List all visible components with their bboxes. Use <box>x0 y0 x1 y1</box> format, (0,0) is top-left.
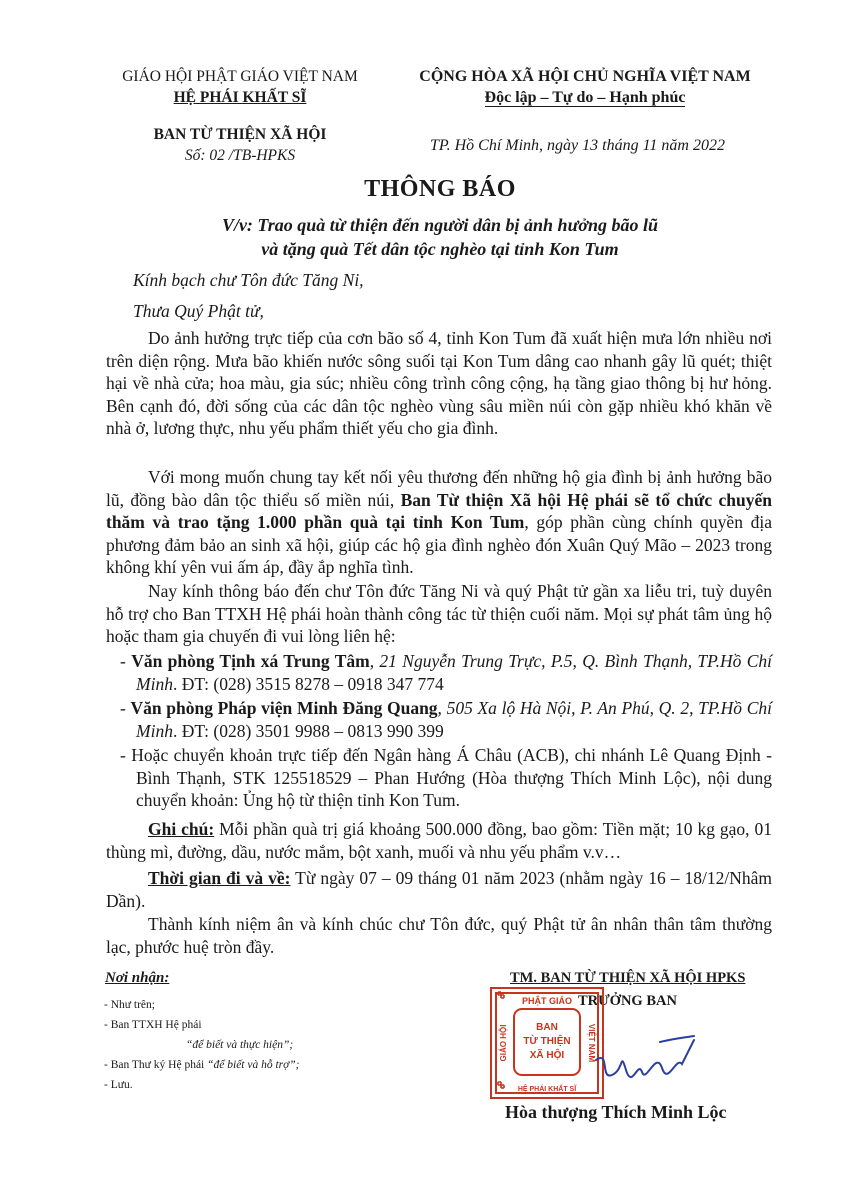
contact-dash: - <box>120 698 131 718</box>
signature-role: TRƯỞNG BAN <box>578 993 677 1009</box>
recipient-item: - Lưu. <box>104 1079 133 1091</box>
national-motto <box>405 87 765 108</box>
header-left <box>100 66 380 166</box>
recipient-item <box>104 1055 404 1075</box>
note-paragraph <box>106 818 772 863</box>
seal-top-text: PHẬT GIÁO <box>521 996 573 1006</box>
republic-name: CỘNG HÒA XÃ HỘI CHỦ NGHĨA VIỆT NAM <box>419 68 751 85</box>
para2-lead: Với mong muốn chung tay kết nối yêu thương đến những hộ gia đình bị ảnh hưởng bão lũ, đồng bào dân tộc thiểu số miền núi, <box>106 467 772 510</box>
seal-right-text: VIỆT NAM <box>587 1023 596 1063</box>
contact-item-central <box>120 650 773 695</box>
board-name: BAN TỪ THIỆN XÃ HỘI <box>153 126 327 143</box>
recipient-purpose: “để biết và thực hiện”; <box>186 1039 294 1051</box>
recipient-item: - Như trên; <box>104 999 155 1011</box>
contact-name: Văn phòng Pháp viện Minh Đăng Quang <box>130 698 438 718</box>
seal-center-3: XÃ HỘI <box>529 1050 565 1061</box>
subject-line-2: và tặng quà Tết dân tộc nghèo tại tỉnh Kon Tum <box>261 239 619 259</box>
header-right <box>405 66 765 108</box>
document-subject <box>100 213 780 261</box>
document-date: TP. Hồ Chí Minh, ngày 13 tháng 11 năm 2022 <box>430 137 725 154</box>
recipient-secretariat: - Ban Thư ký Hệ phái <box>104 1059 208 1071</box>
signer-name: Hòa thượng Thích Minh Lộc <box>505 1102 727 1122</box>
paragraph-announcement: Nay kính thông báo đến chư Tôn đức Tăng Ni và quý Phật tử gần xa liễu tri, tuỳ duyên hỗ trợ cho Ban TTXH Hệ phái hoàn thành công tác từ thiện cuối năm. Mọi sự phát tâm ủng hộ hoặc tham gia chuyến đi vui lòng liên hệ: <box>106 581 772 647</box>
note-label: Ghi chú: <box>148 819 215 839</box>
note-text: Mỗi phần quà trị giá khoảng 500.000 đồng, bao gồm: Tiền mặt; 10 kg gạo, 01 thùng mì, đường, dầu, nước mắm, bột xanh, muối và nhu yếu phẩm v.v… <box>106 819 772 862</box>
recipient-purpose: “để biết và hỗ trợ”; <box>207 1059 300 1071</box>
para2-tail: , góp phần cùng chính quyền địa phương đảm bảo an sinh xã hội, giúp các hộ gia đình nghèo đón Xuân Quý Mão – 2023 trong không khí yên vui ấm áp, đầy ắp nghĩa tình. <box>106 512 772 578</box>
seal-center-1: BAN <box>536 1022 558 1033</box>
recipients-list <box>104 995 404 1095</box>
seal-center-2: TỪ THIỆN <box>523 1036 571 1047</box>
handwritten-signature <box>590 1020 700 1100</box>
time-paragraph <box>106 867 772 912</box>
contact-address: , 505 Xa lộ Hà Nội, P. An Phú, Q. 2, TP.Hồ Chí Minh <box>136 698 772 741</box>
document-number: Số: 02 /TB-HPKS <box>184 147 296 164</box>
contact-address: , 21 Nguyễn Trung Trực, P.5, Q. Bình Thạnh, TP.Hồ Chí Minh <box>136 651 773 694</box>
contact-name: Văn phòng Tịnh xá Trung Tâm <box>131 651 370 671</box>
organization-name: GIÁO HỘI PHẬT GIÁO VIỆT NAM <box>122 68 358 85</box>
contact-phone: . ĐT: (028) 3501 9988 – 0813 990 399 <box>172 720 444 741</box>
motto-text: Độc lập – Tự do – Hạnh phúc <box>484 89 686 106</box>
contact-item-minh-dang-quang <box>120 697 772 742</box>
salutation-monks: Kính bạch chư Tôn đức Tăng Ni, <box>133 270 364 290</box>
para2-highlight: Ban Từ thiện Xã hội Hệ phái sẽ tổ chức chuyến thăm và trao tặng 1.000 phần quà tại tỉnh Kon Tum <box>106 489 772 533</box>
sect-name: HỆ PHÁI KHẤT SĨ <box>173 89 307 106</box>
time-label: Thời gian đi và về: <box>148 868 291 888</box>
closing-paragraph: Thành kính niệm ân và kính chúc chư Tôn đức, quý Phật tử ân nhân thân tâm thường lạc, phước huệ tròn đầy. <box>106 914 772 957</box>
signature-on-behalf: TM. BAN TỪ THIỆN XÃ HỘI HPKS <box>510 970 746 986</box>
organization-seal <box>488 985 606 1101</box>
paragraph-storm-impact: Do ảnh hưởng trực tiếp của cơn bão số 4, tỉnh Kon Tum đã xuất hiện mưa lớn nhiều nơi trên diện rộng. Mưa bão khiến nước sông suối tại Kon Tum dâng cao nhanh gây lũ quét; thiệt hại về nhà cửa; hoa màu, gia súc; nhiều công trình công cộng, hạ tầng giao thông bị hư hỏng. Bên cạnh đó, đời sống của các dân tộc nghèo vùng sâu miền núi còn gặp nhiều khó khăn về nhà ở, lương thực, nhu yếu phẩm thiết yếu cho gia đình. <box>106 328 772 439</box>
subject-line-1: V/v: Trao quà từ thiện đến người dân bị ảnh hưởng bão lũ <box>221 215 659 235</box>
contact-phone: . ĐT: (028) 3515 8278 – 0918 347 774 <box>172 673 444 694</box>
time-text: Từ ngày 07 – 09 tháng 01 năm 2023 (nhằm ngày 16 – 18/12/Nhâm Dần). <box>106 868 772 911</box>
salutation-laity: Thưa Quý Phật tử, <box>133 301 264 321</box>
document-title: THÔNG BÁO <box>364 176 516 202</box>
recipient-item: - Ban TTXH Hệ phái <box>104 1019 202 1031</box>
paragraph-charity-plan <box>106 466 772 579</box>
contact-dash: - <box>120 651 132 671</box>
seal-bottom-text: HỆ PHÁI KHẤT SĨ <box>517 1086 577 1093</box>
bank-transfer-info: - Hoặc chuyển khoản trực tiếp đến Ngân hàng Á Châu (ACB), chi nhánh Lê Quang Định - Bình Thạnh, STK 125518529 – Phan Hướng (Hòa thượng Thích Minh Lộc), nội dung chuyển khoản: Ủng hộ từ thiện tỉnh Kon Tum. <box>120 745 772 811</box>
seal-left-text: GIÁO HỘI <box>499 1024 508 1062</box>
recipients-heading: Nơi nhận: <box>105 970 170 986</box>
